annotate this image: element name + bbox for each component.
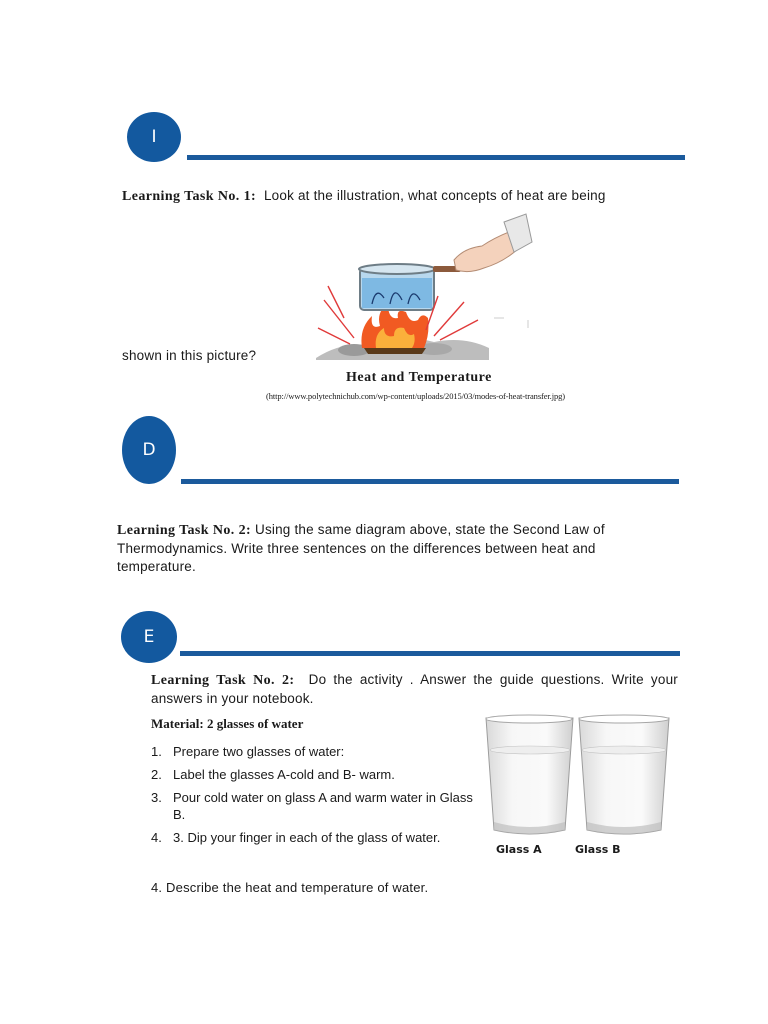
section-i-badge [127,112,181,162]
heat-transfer-illustration [314,208,534,363]
task2-label: Learning Task No. 2: [117,523,252,538]
procedure-steps [151,743,475,852]
list-item: 3. Pour cold water on glass A and warm water in Glass B. [151,790,473,822]
figure-caption: Heat and Temperature [346,370,492,385]
task3-label: Learning Task No. 2: [151,673,295,688]
task3-text: Do the activity . Answer the guide questions. Write your answers in your notebook. [151,672,678,706]
task2-text: Using the same diagram above, state the Second Law of Thermodynamics. Write three sentences on the differences between heat and temperature. [117,522,605,574]
figure-source: (http://www.polytechnichub.com/wp-content/uploads/2015/03/modes-of-heat-transfer.jpg) [266,391,566,401]
task2-paragraph [117,521,657,576]
section-d-letter: D [142,440,156,460]
glass-b-label: Glass B [575,843,621,856]
glasses-illustration [483,712,673,842]
glass-a-icon [486,715,573,834]
section-d-rule [181,479,679,484]
glass-a-label: Glass A [496,843,542,856]
section-e-rule [180,651,680,656]
section-i-rule [187,155,685,160]
task1-text: Look at the illustration, what concepts of heat are being [263,188,606,203]
material-line: Material: 2 glasses of water [151,716,304,731]
glass-b-icon [579,715,669,834]
list-item: 2. Label the glasses A-cold and B- warm. [151,767,395,782]
section-e-badge [121,611,177,663]
task1-continuation: shown in this picture? [122,348,257,363]
list-item: 4. 3. Dip your finger in each of the glass of water. [151,830,441,845]
task1-intro [122,187,682,206]
coals [364,348,426,354]
last-step: 4. Describe the heat and temperature of water. [151,880,429,895]
task1-label: Learning Task No. 1: [122,189,257,204]
pot-rim [359,264,435,274]
section-e-letter: E [143,627,155,647]
section-i-letter: I [151,127,157,147]
task3-paragraph [151,671,678,708]
section-d-badge [122,416,176,484]
list-item: 1. Prepare two glasses of water: [151,744,345,759]
